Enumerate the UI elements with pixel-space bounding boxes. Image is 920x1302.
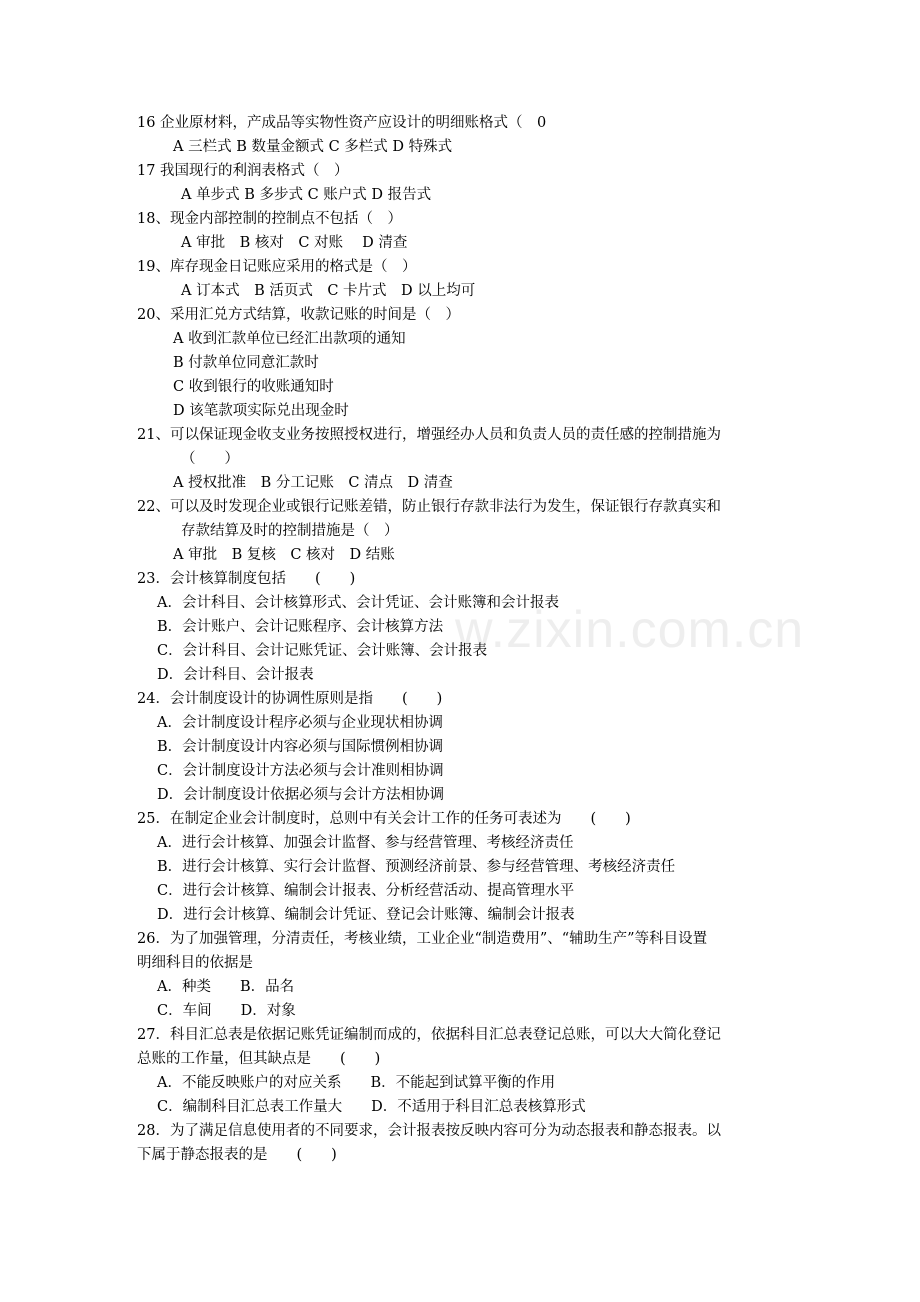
option-line: （ ） bbox=[181, 451, 239, 467]
question-line: 21、可以保证现金收支业务按照授权进行，增强经办人员和负责人员的责任感的控制措施为 bbox=[137, 427, 721, 443]
option-line: D．会计科目、会计报表 bbox=[157, 667, 314, 683]
option-line: A．种类 B．品名 bbox=[157, 979, 295, 995]
option-line: A 审批 B 复核 C 核对 D 结账 bbox=[173, 547, 395, 563]
option-line: D．会计制度设计依据必须与会计方法相协调 bbox=[157, 787, 445, 803]
option-line: C 收到银行的收账通知时 bbox=[173, 379, 334, 395]
option-line: A 三栏式 B 数量金额式 C 多栏式 D 特殊式 bbox=[173, 139, 453, 155]
option-line: C．车间 D．对象 bbox=[157, 1003, 296, 1019]
question-line: 23．会计核算制度包括 ( ) bbox=[137, 571, 356, 587]
option-line: C．进行会计核算、编制会计报表、分析经营活动、提高管理水平 bbox=[157, 883, 575, 899]
option-line: B．会计制度设计内容必须与国际惯例相协调 bbox=[157, 739, 444, 755]
question-line: 18、现金内部控制的控制点不包括（ ） bbox=[137, 211, 402, 227]
option-line: A．会计科目、会计核算形式、会计凭证、会计账簿和会计报表 bbox=[157, 595, 559, 611]
question-line: 下属于静态报表的是 ( ) bbox=[137, 1147, 337, 1163]
option-line: A 收到汇款单位已经汇出款项的通知 bbox=[173, 331, 406, 347]
watermark: w.zixin.com.cn bbox=[455, 601, 805, 659]
option-line: C．会计制度设计方法必须与会计准则相协调 bbox=[157, 763, 444, 779]
option-line: 存款结算及时的控制措施是（ ） bbox=[181, 523, 399, 539]
question-line: 16 企业原材料，产成品等实物性资产应设计的明细账格式（ 0 bbox=[137, 115, 547, 131]
option-line: C．编制科目汇总表工作量大 D．不适用于科目汇总表核算形式 bbox=[157, 1099, 586, 1115]
question-line: 17 我国现行的利润表格式（ ） bbox=[137, 163, 349, 179]
option-line: A 单步式 B 多步式 C 账户式 D 报告式 bbox=[181, 187, 432, 203]
option-line: B 付款单位同意汇款时 bbox=[173, 355, 319, 371]
option-line: A．不能反映账户的对应关系 B．不能起到试算平衡的作用 bbox=[157, 1075, 556, 1091]
option-line: A 审批 B 核对 C 对账 D 清查 bbox=[181, 235, 408, 251]
question-line: 28．为了满足信息使用者的不同要求，会计报表按反映内容可分为动态报表和静态报表。以 bbox=[137, 1123, 721, 1139]
option-line: C．会计科目、会计记账凭证、会计账簿、会计报表 bbox=[157, 643, 488, 659]
option-line: A．会计制度设计程序必须与企业现状相协调 bbox=[157, 715, 443, 731]
question-line: 19、库存现金日记账应采用的格式是（ ） bbox=[137, 259, 417, 275]
option-line: D．进行会计核算、编制会计凭证、登记会计账簿、编制会计报表 bbox=[157, 907, 575, 923]
question-line: 20、采用汇兑方式结算，收款记账的时间是（ ） bbox=[137, 307, 460, 323]
option-line: A．进行会计核算、加强会计监督、参与经营管理、考核经济责任 bbox=[157, 835, 574, 851]
option-line: B．进行会计核算、实行会计监督、预测经济前景、参与经营管理、考核经济责任 bbox=[157, 859, 676, 875]
question-line: 22、可以及时发现企业或银行记账差错，防止银行存款非法行为发生，保证银行存款真实和 bbox=[137, 499, 721, 515]
option-line: B．会计账户、会计记账程序、会计核算方法 bbox=[157, 619, 444, 635]
question-line: 26．为了加强管理，分清责任，考核业绩，工业企业“制造费用”、“辅助生产”等科目设置 bbox=[137, 931, 708, 947]
question-line: 24．会计制度设计的协调性原则是指 ( ) bbox=[137, 691, 443, 707]
question-line: 总账的工作量，但其缺点是 ( ) bbox=[137, 1051, 381, 1067]
option-line: A 订本式 B 活页式 C 卡片式 D 以上均可 bbox=[181, 283, 476, 299]
question-line: 25．在制定企业会计制度时，总则中有关会计工作的任务可表述为 ( ) bbox=[137, 811, 631, 827]
question-list bbox=[137, 111, 787, 1167]
option-line: D 该笔款项实际兑出现金时 bbox=[173, 403, 349, 419]
option-line: A 授权批准 B 分工记账 C 清点 D 清查 bbox=[173, 475, 453, 491]
question-line: 27．科目汇总表是依据记账凭证编制而成的，依据科目汇总表登记总账，可以大大简化登记 bbox=[137, 1027, 721, 1043]
question-line: 明细科目的依据是 bbox=[137, 955, 253, 971]
